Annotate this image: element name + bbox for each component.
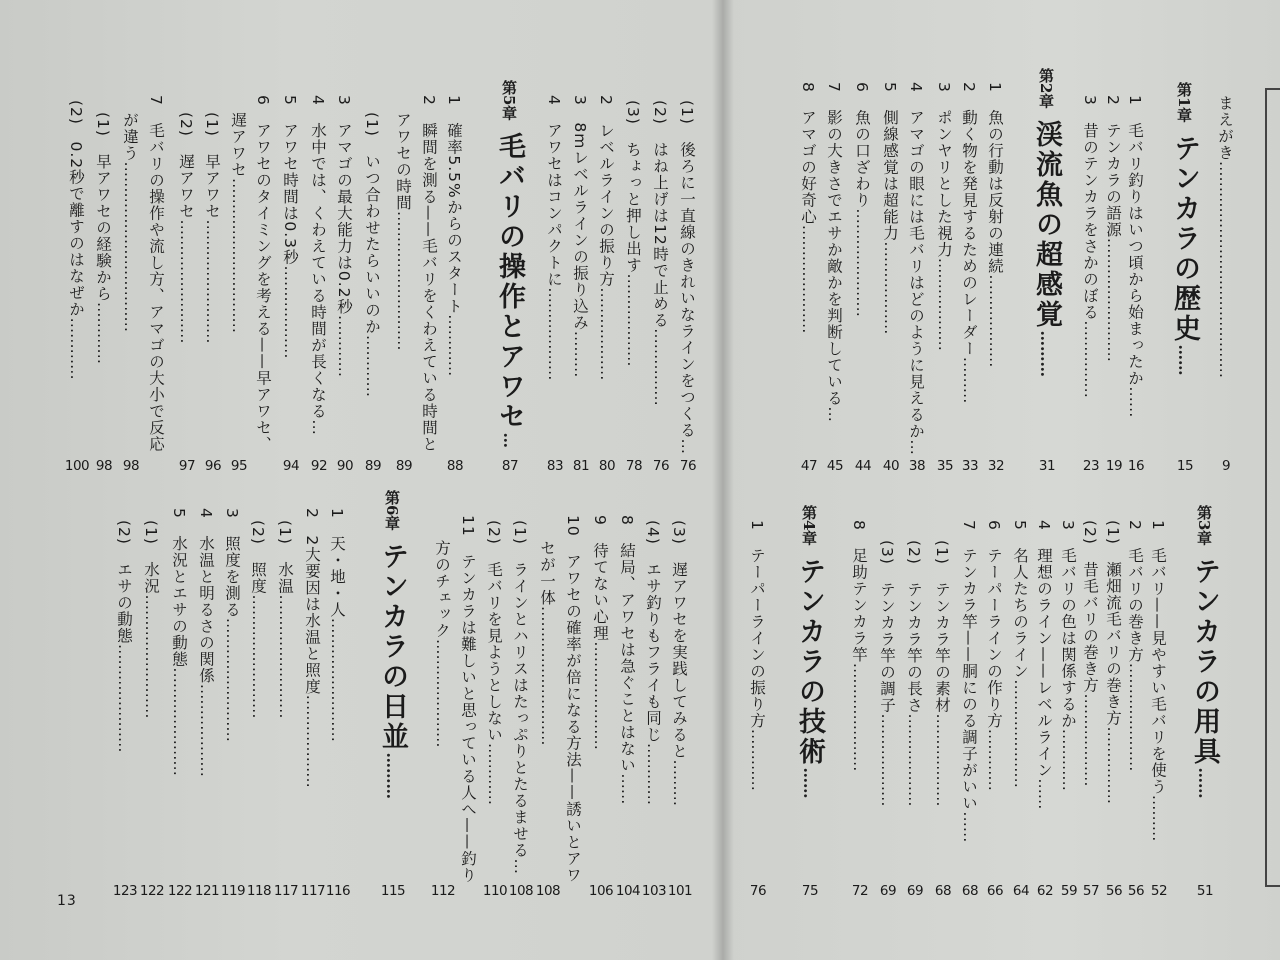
entry-title: 1 毛バリ——見やすい毛バリを使う	[1149, 520, 1167, 795]
entry-title: 6 アワセのタイミングを考える——早アワセ、	[254, 95, 272, 453]
toc-entry	[444, 95, 464, 376]
page-number: 122	[139, 883, 165, 899]
entry-title: (1) 早アワセの経験から	[94, 112, 112, 302]
entry-title: 3 毛バリの色は関係するか	[1059, 520, 1077, 729]
toc-entry	[1080, 520, 1100, 786]
dot-leader: …………	[94, 301, 112, 364]
page-number: 76	[679, 458, 697, 474]
chapter-heading	[1031, 68, 1062, 377]
entry-title: (2) エサの動態	[115, 520, 133, 644]
chapter-heading	[794, 505, 825, 799]
toc-entry	[643, 520, 663, 805]
dot-leader: ………………	[597, 287, 615, 381]
dot-leader: …………………	[1126, 662, 1144, 772]
dot-leader: ………	[1149, 794, 1167, 842]
page-number: 19	[1105, 458, 1123, 474]
page-number: 115	[380, 883, 406, 899]
toc-entry	[202, 112, 222, 343]
toc-entry	[327, 508, 347, 742]
page-number: 9	[1221, 458, 1231, 474]
dot-leader: ………………	[881, 241, 899, 335]
toc-entry	[1125, 520, 1145, 771]
toc-entry	[824, 82, 844, 422]
toc-entry	[1080, 95, 1100, 398]
entry-title: (1) ラインとハリスはたっぷりとたるませる	[511, 520, 529, 859]
dot-leader: …………	[67, 317, 85, 380]
page-number: 112	[430, 883, 456, 899]
page-number: 56	[1127, 883, 1145, 899]
entry-title: (1) 早アワセ	[203, 112, 221, 220]
entry-title: 1 毛バリ釣りはいつ頃から始まったか	[1126, 95, 1144, 387]
page-number: 95	[230, 458, 248, 474]
entry-title: (2) テンカラ竿の長さ	[905, 540, 923, 714]
toc-entry	[596, 95, 616, 380]
toc-entry	[798, 82, 818, 333]
page-number: 90	[336, 458, 354, 474]
toc-entry	[1010, 520, 1030, 788]
page-number: 64	[1012, 883, 1030, 899]
page-number: 45	[826, 458, 844, 474]
dot-leader: ………………	[624, 273, 642, 367]
page-edge-frame	[1265, 88, 1280, 887]
chapter-heading	[1189, 505, 1220, 799]
entry-title: 1 確率5.5%からのスタート	[445, 95, 463, 315]
entry-title: が違う	[121, 112, 139, 162]
entry-title: 方のチェック	[433, 540, 451, 639]
toc-entry	[1148, 520, 1168, 841]
toc-entry	[934, 82, 954, 351]
toc-entry	[280, 95, 300, 359]
entry-title: 4 水中では、くわえている時間が長くなる	[309, 95, 327, 420]
entry-title: 11 テンカラは難しいと思っている人へ——釣り	[459, 515, 477, 884]
page-number: 68	[961, 883, 979, 899]
page-number: 108	[535, 883, 561, 899]
dot-leader: ………………	[986, 274, 1004, 368]
toc-entry	[904, 540, 924, 806]
toc-entry	[677, 100, 697, 454]
toc-entry	[563, 515, 583, 883]
dot-leader: …………	[985, 728, 1003, 791]
page-number: 96	[204, 458, 222, 474]
dot-leader: ………………	[303, 694, 321, 788]
dot-leader: ……………………	[328, 617, 346, 742]
dot-leader: …………………	[115, 643, 133, 753]
toc-entry	[747, 520, 767, 791]
dot-leader: ……………………	[142, 594, 160, 719]
toc-entry	[852, 82, 872, 317]
toc-entry	[959, 82, 979, 403]
toc-entry	[169, 508, 189, 776]
page-number: 68	[934, 883, 952, 899]
chapter-title: テンカラの用具	[1189, 557, 1220, 768]
dot-leader: ……	[1035, 778, 1053, 810]
page-number: 100	[64, 458, 90, 474]
page-number: 44	[854, 458, 872, 474]
dot-leader: ……………………………	[121, 161, 139, 332]
chapter-title: 渓流魚の超感覚	[1031, 120, 1062, 331]
page-number: 69	[906, 883, 924, 899]
dot-leader: …	[678, 438, 696, 454]
toc-entry	[141, 520, 161, 718]
entry-title: 2 テンカラの語源	[1104, 95, 1122, 238]
page-number: 104	[615, 883, 641, 899]
entry-title: (2) 遅アワセ	[177, 112, 195, 220]
dot-leader: ………………………	[394, 211, 412, 351]
entry-title: 5 アワセ時間は0.3秒	[281, 95, 299, 266]
toc-entry	[458, 515, 478, 883]
chapter-title: テンカラの日並	[377, 542, 408, 753]
entry-title: 4 アマゴの眼には毛バリはどのように見えるか	[907, 82, 925, 440]
page-number: 69	[879, 883, 897, 899]
entry-title: 2 2大要因は水温と照度	[303, 508, 321, 695]
page-number: 47	[800, 458, 818, 474]
page-number: 101	[667, 883, 693, 899]
page-number: 117	[300, 883, 326, 899]
toc-entry	[849, 520, 869, 771]
entry-title: 5 名人たちのライン	[1011, 520, 1029, 680]
entry-title: (1) 水温	[276, 520, 294, 595]
page-number: 92	[310, 458, 328, 474]
toc-entry	[1103, 520, 1123, 804]
toc-entry	[1058, 520, 1078, 791]
entry-title: (1) 瀬畑流毛バリの巻き方	[1104, 520, 1122, 727]
page-number: 89	[364, 458, 382, 474]
entry-title: アワセの時間	[394, 112, 412, 211]
entry-title: 2 瞬間を測る——毛バリをくわえている時間と	[420, 95, 438, 453]
page-number: 94	[282, 458, 300, 474]
chapter-title: テンカラの技術	[794, 557, 825, 768]
entry-title: (2) 0.2秒で離すのはなぜか	[67, 100, 85, 318]
dot-leader: ……	[800, 767, 819, 799]
entry-title: 7 影の大きさでエサか敵かを判断している	[825, 82, 843, 407]
page-number: 80	[598, 458, 616, 474]
dot-leader: …	[907, 439, 925, 455]
dot-leader: ……………………	[276, 594, 294, 719]
dot-leader: …	[309, 419, 327, 435]
dot-leader: ……………………………………	[1216, 161, 1234, 378]
dot-leader: ……………………	[203, 219, 221, 344]
toc-entry	[248, 520, 268, 718]
dot-leader: …………	[445, 314, 463, 377]
entry-title: 3 アマゴの最大能力は0.2秒	[335, 95, 353, 316]
entry-title: 4 理想のライン——レベルライン	[1035, 520, 1053, 779]
entry-title: 1 テーパーラインの振り方	[748, 520, 766, 729]
toc-entry	[1125, 95, 1145, 417]
toc-entry	[222, 508, 242, 742]
dot-leader: ………	[383, 752, 402, 799]
dot-leader: …………	[1059, 728, 1077, 791]
entry-title: 8 アマゴの好奇心	[799, 82, 817, 225]
chapter-number: 第3章	[1195, 505, 1213, 546]
page-folio: 13	[57, 893, 77, 909]
dot-leader: …	[500, 432, 519, 448]
chapter-title: テンカラの歴史	[1169, 134, 1200, 345]
page-number: 83	[546, 458, 564, 474]
entry-title: 3 照度を測る	[223, 508, 241, 618]
dot-leader: …………	[485, 742, 503, 805]
dot-leader: ……	[618, 773, 636, 805]
page-number: 76	[749, 883, 767, 899]
entry-title: (3) 遅アワセを実践してみると	[670, 520, 688, 760]
toc-entry	[308, 95, 328, 435]
entry-title: 遅アワセ	[229, 112, 247, 178]
toc-entry	[544, 95, 564, 380]
entry-title: 9 待てない心理	[591, 515, 609, 642]
dot-leader: ………………	[281, 265, 299, 359]
entry-title: (1) いつ合わせたらいいのか	[363, 112, 381, 335]
entry-title: セが一体	[538, 540, 556, 606]
toc-entry	[570, 95, 590, 377]
page-number: 66	[986, 883, 1004, 899]
chapter-heading	[377, 490, 408, 799]
entry-title: 3 8mレベルラインの振り込み	[571, 95, 589, 331]
page-number: 62	[1036, 883, 1054, 899]
chapter-number: 第6章	[383, 490, 401, 531]
page-number: 57	[1082, 883, 1100, 899]
toc-entry	[877, 540, 897, 806]
page-number: 97	[178, 458, 196, 474]
dot-leader: ……………	[1104, 726, 1122, 804]
page-number: 33	[961, 458, 979, 474]
toc-entry	[880, 82, 900, 334]
page-number: 52	[1150, 883, 1168, 899]
entry-title: 5 側線感覚は超能力	[881, 82, 899, 242]
page-number: 31	[1038, 458, 1056, 474]
page-number: 123	[112, 883, 138, 899]
toc-entry	[932, 540, 952, 806]
chapter-number: 第2章	[1037, 68, 1055, 109]
dot-leader: ……………	[1081, 320, 1099, 398]
dot-leader: …………	[748, 728, 766, 791]
toc-entry	[432, 540, 452, 748]
entry-title: 6 テーパーラインの作り方	[985, 520, 1003, 729]
toc-entry	[959, 520, 979, 842]
dot-leader: ………………	[933, 713, 951, 807]
entry-title: 7 テンカラ竿——胴にのる調子がいい	[960, 520, 978, 812]
toc-entry	[617, 515, 637, 804]
dot-leader: …	[511, 858, 529, 874]
page-number: 88	[446, 458, 464, 474]
page-number: 89	[395, 458, 413, 474]
dot-leader: …………………………	[229, 178, 247, 333]
toc-entry	[176, 112, 196, 343]
dot-leader: ………	[960, 356, 978, 404]
chapter-heading	[494, 80, 525, 448]
dot-leader: …………………	[799, 224, 817, 334]
dot-leader: ……	[1195, 767, 1214, 799]
entry-title: 1 魚の行動は反射の連続	[986, 82, 1004, 275]
entry-title: (4) エサ釣りもフライも同じ	[644, 520, 662, 743]
toc-entry	[669, 520, 689, 806]
page-number: 56	[1105, 883, 1123, 899]
entry-title: 8 結局、アワセは急ぐことはない	[618, 515, 636, 774]
page-number: 15	[1176, 458, 1194, 474]
entry-title: 4 水温と明るさの関係	[197, 508, 215, 684]
page-number: 78	[625, 458, 643, 474]
toc-entry	[984, 520, 1004, 791]
page-number: 118	[246, 883, 272, 899]
page-number: 122	[167, 883, 193, 899]
toc-entry	[537, 540, 557, 746]
page-number: 103	[641, 883, 667, 899]
page-number: 108	[508, 883, 534, 899]
page-number: 106	[588, 883, 614, 899]
dot-leader: …………	[363, 334, 381, 397]
entry-title: 7 毛バリの操作や流し方、アマゴの大小で反応	[147, 95, 165, 453]
dot-leader: …………………	[853, 208, 871, 317]
entry-title: (1) テンカラ竿の素材	[933, 540, 951, 714]
entry-title: (1) 後ろに一直線のきれいなラインをつくる	[678, 100, 696, 439]
dot-leader: …	[825, 406, 843, 422]
entry-title: 3 ポンヤリとした視力	[935, 82, 953, 258]
dot-leader: ……………………	[249, 594, 267, 719]
page-number: 40	[882, 458, 900, 474]
page-number: 51	[1196, 883, 1214, 899]
dot-leader: …………………	[433, 639, 451, 748]
toc-entry	[484, 520, 504, 805]
toc-entry	[228, 112, 248, 333]
toc-entry	[985, 82, 1005, 367]
dot-leader: …………………	[170, 667, 188, 776]
toc-entry	[275, 520, 295, 718]
dot-leader: ………………	[878, 713, 896, 807]
entry-title: 8 足助テンカラ竿	[850, 520, 868, 663]
dot-leader: …………………	[591, 641, 609, 750]
dot-leader: ………………………	[538, 606, 556, 746]
toc-entry	[302, 508, 322, 788]
page-number: 32	[987, 458, 1005, 474]
entry-title: 2 レベルラインの振り方	[597, 95, 615, 288]
page-number: 23	[1082, 458, 1100, 474]
entry-title: (2) 毛バリを見ようとしない	[485, 520, 503, 743]
toc-entry	[114, 520, 134, 752]
entry-title: 4 アワセはコンパクトに	[545, 95, 563, 288]
toc-entry	[253, 95, 273, 452]
page-number: 119	[220, 883, 246, 899]
dot-leader: …………………	[1011, 679, 1029, 788]
entry-title: (3) テンカラ竿の調子	[878, 540, 896, 714]
toc-entry	[906, 82, 926, 455]
page-number: 72	[851, 883, 869, 899]
dot-leader: ………	[571, 330, 589, 378]
entry-title: 3 昔のテンカラをさかのぼる	[1081, 95, 1099, 321]
toc-entry	[650, 100, 670, 406]
page-number: 81	[572, 458, 590, 474]
chapter-title: 毛バリの操作とアワセ	[494, 132, 525, 433]
dot-leader: …………	[335, 315, 353, 378]
page-number: 76	[652, 458, 670, 474]
entry-title: 10 アワセの確率が倍になる方法——誘いとアワ	[564, 515, 582, 884]
toc-entry	[1215, 95, 1235, 378]
entry-title: (3) ちょっと押し出す	[624, 100, 642, 274]
entry-title: まえがき	[1216, 95, 1234, 161]
dot-leader: ……	[960, 811, 978, 843]
dot-leader: ……………………	[177, 219, 195, 344]
dot-leader: ………	[670, 759, 688, 806]
toc-entry	[334, 95, 354, 377]
page-number: 110	[482, 883, 508, 899]
entry-title: (2) はね上げは12時で止める	[651, 100, 669, 329]
toc-entry	[362, 112, 382, 397]
dot-leader: ………………	[197, 683, 215, 777]
page-number: 38	[908, 458, 926, 474]
entry-title: 6 魚の口ざわり	[853, 82, 871, 209]
dot-leader: ………………	[1081, 693, 1099, 787]
dot-leader: ……………………	[1104, 237, 1122, 362]
entry-title: 2 毛バリの巻き方	[1126, 520, 1144, 663]
book-gutter	[712, 0, 734, 960]
chapter-number: 第5章	[500, 80, 518, 121]
dot-leader: ……………	[651, 328, 669, 406]
dot-leader: ……………………	[223, 617, 241, 742]
dot-leader: ………………	[935, 257, 953, 351]
page-number: 59	[1060, 883, 1078, 899]
page-number: 16	[1127, 458, 1145, 474]
page-number: 98	[122, 458, 140, 474]
toc-entry	[590, 515, 610, 750]
chapter-heading	[1169, 82, 1200, 376]
toc-entry	[1103, 95, 1123, 362]
toc-entry	[510, 520, 530, 874]
dot-leader: ……	[1175, 344, 1194, 376]
toc-entry	[623, 100, 643, 366]
page-number: 117	[273, 883, 299, 899]
toc-entry	[393, 112, 413, 351]
toc-entry	[120, 112, 140, 332]
page-number: 75	[801, 883, 819, 899]
page-number: 121	[194, 883, 220, 899]
page-number: 116	[325, 883, 351, 899]
dot-leader: ………………	[545, 287, 563, 381]
entry-title: 1 天・地・人	[328, 508, 346, 618]
dot-leader: ………	[1037, 330, 1056, 377]
entry-title: (2) 昔毛バリの巻き方	[1081, 520, 1099, 694]
dot-leader: …………	[644, 742, 662, 805]
toc-entry	[93, 112, 113, 364]
dot-leader: ……	[1126, 386, 1144, 418]
chapter-number: 第4章	[800, 505, 818, 546]
toc-entry	[1034, 520, 1054, 809]
toc-entry	[419, 95, 439, 452]
entry-title: 2 動く物を発見するためのレーダー	[960, 82, 978, 357]
page-number: 98	[95, 458, 113, 474]
toc-entry	[146, 95, 166, 452]
toc-entry	[196, 508, 216, 777]
dot-leader: ………………	[905, 713, 923, 807]
entry-title: (1) 水況	[142, 520, 160, 595]
entry-title: 5 水況とエサの動態	[170, 508, 188, 668]
entry-title: (2) 照度	[249, 520, 267, 595]
dot-leader: …………………	[850, 662, 868, 772]
toc-entry	[66, 100, 86, 380]
page-number: 35	[936, 458, 954, 474]
page-number: 87	[501, 458, 519, 474]
chapter-number: 第1章	[1175, 82, 1193, 123]
